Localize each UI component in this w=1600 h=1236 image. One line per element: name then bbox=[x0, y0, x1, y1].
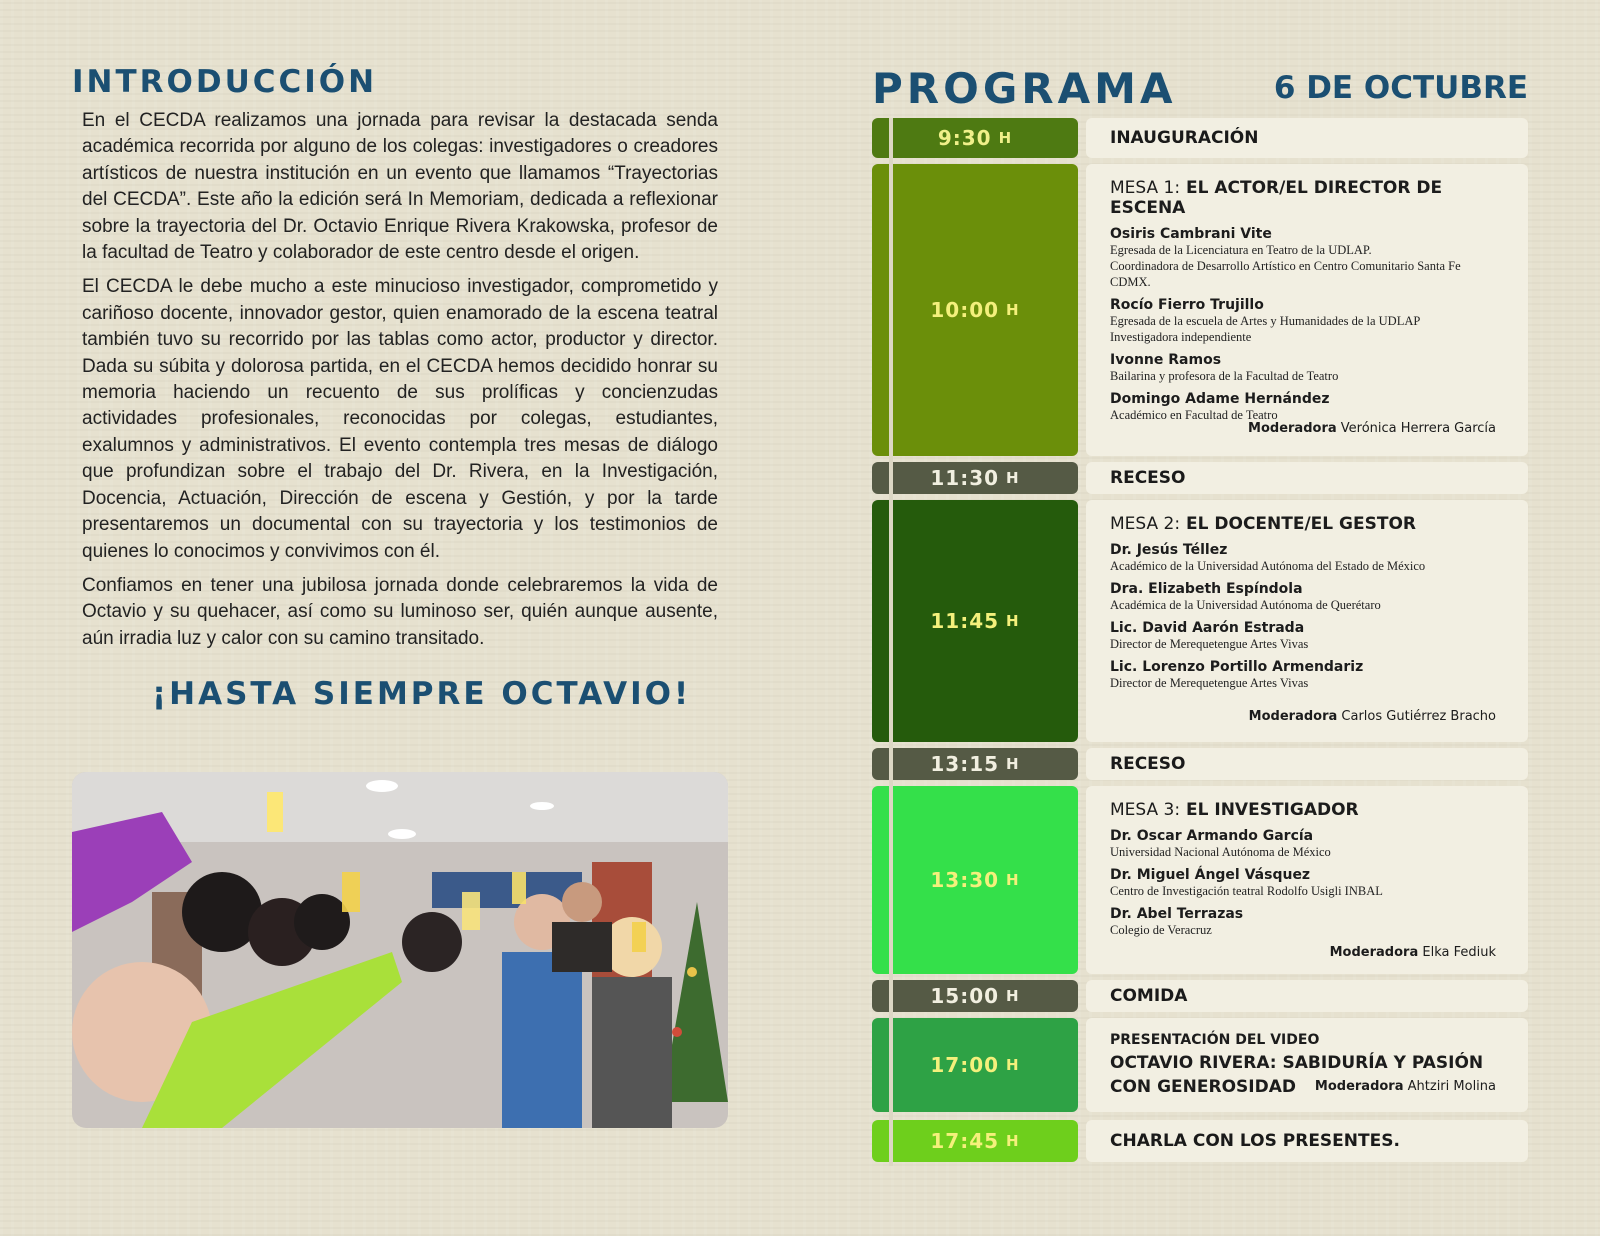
mesa-label: MESA 1: bbox=[1110, 178, 1181, 198]
participant-desc: Académica de la Universidad Autónoma de Querétaro bbox=[1110, 598, 1381, 612]
time-badge bbox=[872, 980, 1078, 1012]
time-value: 11:45 bbox=[930, 609, 1000, 633]
time-value: 11:30 bbox=[930, 466, 1000, 490]
participant-name: Dr. Jesús Téllez bbox=[1110, 542, 1228, 558]
participant-name: Dra. Elizabeth Espíndola bbox=[1110, 581, 1303, 597]
moderator-line bbox=[1330, 945, 1496, 960]
participant bbox=[1110, 620, 1504, 652]
hour-suffix: H bbox=[1006, 987, 1020, 1005]
program-date: 6 DE OCTUBRE bbox=[1273, 70, 1528, 106]
moderator-line bbox=[1249, 709, 1496, 724]
mesa-label: MESA 3: bbox=[1110, 800, 1181, 820]
moderator-line bbox=[1248, 421, 1496, 436]
participant-desc: Colegio de Veracruz bbox=[1110, 923, 1212, 937]
time-badge bbox=[872, 462, 1078, 494]
participant-desc: CDMX. bbox=[1110, 275, 1151, 289]
participant-name: Domingo Adame Hernández bbox=[1110, 391, 1330, 407]
participant-desc: Coordinadora de Desarrollo Artístico en Centro Comunitario Santa Fe bbox=[1110, 259, 1461, 273]
participant bbox=[1110, 297, 1504, 345]
session-label: CHARLA CON LOS PRESENTES. bbox=[1086, 1120, 1528, 1162]
mesa-title bbox=[1110, 514, 1504, 534]
participant-desc: Director de Merequetengue Artes Vivas bbox=[1110, 637, 1309, 651]
moderator-line bbox=[1315, 1079, 1496, 1094]
schedule-row bbox=[872, 1120, 1528, 1162]
mesa-name: EL INVESTIGADOR bbox=[1186, 800, 1359, 820]
participant-desc: Egresada de la Licenciatura en Teatro de la UDLAP. bbox=[1110, 243, 1372, 257]
participant bbox=[1110, 542, 1504, 574]
session-label: INAUGURACIÓN bbox=[1086, 118, 1528, 158]
hour-suffix: H bbox=[1006, 871, 1020, 889]
mesa-title bbox=[1110, 800, 1504, 820]
hour-suffix: H bbox=[1006, 301, 1020, 319]
time-value: 13:15 bbox=[930, 752, 1000, 776]
mesa-name: EL DOCENTE/EL GESTOR bbox=[1186, 514, 1416, 534]
moderator-name: Carlos Gutiérrez Bracho bbox=[1341, 709, 1496, 724]
hour-suffix: H bbox=[1006, 1056, 1020, 1074]
video-panel bbox=[1086, 1018, 1528, 1112]
participant bbox=[1110, 352, 1504, 384]
moderator-name: Verónica Herrera García bbox=[1340, 421, 1496, 436]
participant bbox=[1110, 828, 1504, 860]
mesa-title bbox=[1110, 178, 1504, 218]
time-badge bbox=[872, 786, 1078, 974]
intro-paragraph: El CECDA le debe mucho a este minucioso investigador, comprometido y cariñoso docente, innovador gestor, quien enamorado de la escena teatral también tuvo su recorrido por las tablas como actor, productor y director. Dada su súbita y dolorosa partida, en el CECDA hemos decidido honrar su memoria haciendo un recuento de sus prolíficas y concienzudas actividades profesionales, reconocidas por colegas, estudiantes, exalumnos y administrativos. El evento contempla tres mesas de diálogo que profundizan sobre el trabajo del Dr. Rivera, en la Investigación, Docencia, Actuación, Dirección de escena y Gestión, y por la tarde presentaremos un documental con su trayectoria y los testimonios de quienes lo conocimos y convivimos con él. bbox=[82, 276, 718, 562]
time-badge bbox=[872, 1120, 1078, 1162]
mesa-panel bbox=[1086, 786, 1528, 974]
hour-suffix: H bbox=[1006, 469, 1020, 487]
participant-desc: Académico de la Universidad Autónoma del Estado de México bbox=[1110, 559, 1426, 573]
schedule-row bbox=[872, 980, 1528, 1012]
participant-name: Ivonne Ramos bbox=[1110, 352, 1222, 368]
moderator-name: Ahtziri Molina bbox=[1407, 1079, 1496, 1094]
schedule-row bbox=[872, 462, 1528, 494]
participant-name: Dr. Miguel Ángel Vásquez bbox=[1110, 867, 1311, 883]
moderator-label: Moderadora bbox=[1248, 421, 1337, 436]
participant-name: Lic. David Aarón Estrada bbox=[1110, 620, 1305, 636]
participant-desc: Académico en Facultad de Teatro bbox=[1110, 408, 1278, 422]
participant-desc: Bailarina y profesora de la Facultad de Teatro bbox=[1110, 369, 1339, 383]
mesa-label: MESA 2: bbox=[1110, 514, 1181, 534]
time-badge bbox=[872, 500, 1078, 742]
participant-name: Osiris Cambrani Vite bbox=[1110, 226, 1272, 242]
farewell-heading: ¡HASTA SIEMPRE OCTAVIO! bbox=[152, 676, 692, 712]
time-value: 10:00 bbox=[930, 298, 1000, 322]
time-badge bbox=[872, 1018, 1078, 1112]
video-label: PRESENTACIÓN DEL VIDEO bbox=[1110, 1032, 1320, 1048]
intro-body bbox=[82, 108, 718, 660]
timeline-line bbox=[889, 118, 893, 1166]
session-label: RECESO bbox=[1086, 462, 1528, 494]
participant bbox=[1110, 659, 1504, 691]
hour-suffix: H bbox=[998, 129, 1013, 147]
participant bbox=[1110, 867, 1504, 899]
moderator-label: Moderadora bbox=[1314, 1079, 1404, 1094]
moderator-label: Moderadora bbox=[1329, 945, 1419, 960]
time-badge bbox=[872, 748, 1078, 780]
intro-title: INTRODUCCIÓN bbox=[72, 64, 378, 100]
participant-name: Dr. Abel Terrazas bbox=[1110, 906, 1244, 922]
participant-desc: Investigadora independiente bbox=[1110, 330, 1252, 344]
moderator-label: Moderadora bbox=[1248, 709, 1338, 724]
mesa-name: EL ACTOR/EL DIRECTOR DE ESCENA bbox=[1110, 178, 1443, 218]
participant-name: Rocío Fierro Trujillo bbox=[1110, 297, 1264, 313]
intro-paragraph: Confiamos en tener una jubilosa jornada donde celebraremos la vida de Octavio y su quehacer, así como su luminoso ser, quién aunque ausente, aún irradia luz y calor con su camino transitado. bbox=[82, 574, 718, 649]
program-title: PROGRAMA bbox=[872, 64, 1177, 113]
mesa-panel bbox=[1086, 164, 1528, 456]
participant-desc: Universidad Nacional Autónoma de México bbox=[1110, 845, 1331, 859]
participant bbox=[1110, 391, 1504, 423]
session-label: RECESO bbox=[1086, 748, 1528, 780]
participant-name: Lic. Lorenzo Portillo Armendariz bbox=[1110, 659, 1364, 675]
video-title: OCTAVIO RIVERA: SABIDURÍA Y PASIÓN CON GENEROSIDAD bbox=[1110, 1053, 1484, 1097]
hour-suffix: H bbox=[1006, 1132, 1020, 1150]
time-badge bbox=[872, 118, 1078, 158]
mesa-panel bbox=[1086, 500, 1528, 742]
schedule-row bbox=[872, 1018, 1528, 1112]
schedule-row bbox=[872, 786, 1528, 974]
schedule-row bbox=[872, 164, 1528, 456]
time-value: 13:30 bbox=[930, 868, 1000, 892]
participant bbox=[1110, 226, 1504, 290]
participant bbox=[1110, 581, 1504, 613]
participant-desc: Centro de Investigación teatral Rodolfo Usigli INBAL bbox=[1110, 884, 1383, 898]
time-value: 17:45 bbox=[930, 1129, 1000, 1153]
participant-desc: Director de Merequetengue Artes Vivas bbox=[1110, 676, 1309, 690]
participant-desc: Egresada de la escuela de Artes y Humanidades de la UDLAP bbox=[1110, 314, 1421, 328]
celebration-photo bbox=[72, 772, 728, 1128]
schedule-row bbox=[872, 118, 1528, 158]
schedule-row bbox=[872, 748, 1528, 780]
time-value: 15:00 bbox=[930, 984, 1000, 1008]
intro-paragraph: En el CECDA realizamos una jornada para revisar la destacada senda académica recorrida por alguno de los colegas: investigadores o creadores artísticos de nuestra institución en un evento que llamamos “Trayectorias del CECDA”. Este año la edición será In Memoriam, dedicada a reflexionar sobre la trayectoria del Dr. Octavio Enrique Rivera Krakowska, profesor de la facultad de Teatro y colaborador de este centro desde el origen. bbox=[82, 110, 718, 264]
time-badge bbox=[872, 164, 1078, 456]
participant-name: Dr. Oscar Armando García bbox=[1110, 828, 1314, 844]
hour-suffix: H bbox=[1006, 755, 1020, 773]
toast-photo-illustration bbox=[72, 772, 728, 1128]
hour-suffix: H bbox=[1006, 612, 1020, 630]
session-label: COMIDA bbox=[1086, 980, 1528, 1012]
participant bbox=[1110, 906, 1504, 938]
schedule-row bbox=[872, 500, 1528, 742]
moderator-name: Elka Fediuk bbox=[1422, 945, 1496, 960]
time-value: 17:00 bbox=[930, 1053, 1000, 1077]
time-value: 9:30 bbox=[937, 126, 992, 150]
